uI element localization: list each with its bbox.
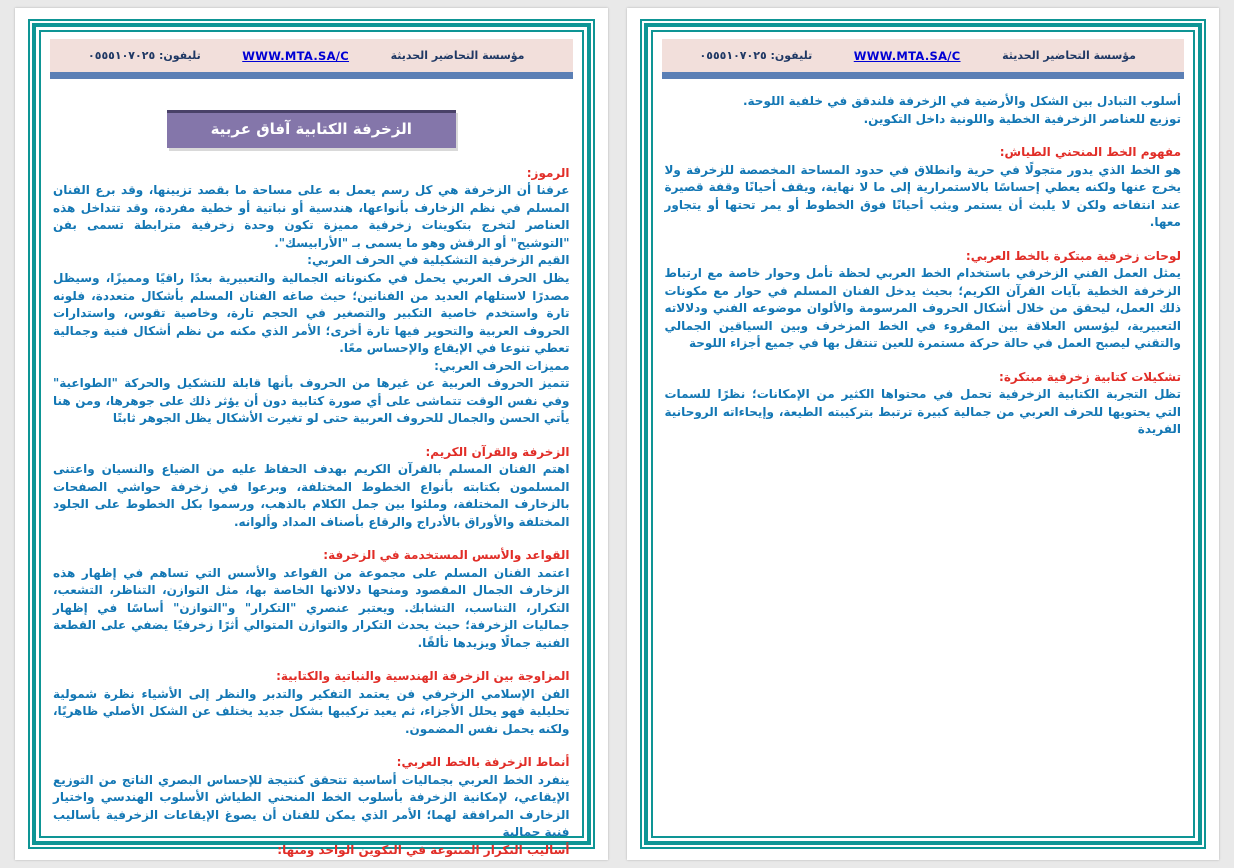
paragraph: ينفرد الخط العربي بجماليات أساسية تتحقق كنتيجة للإحساس البصري الناتج من التوزيع الإيقاعي، لإمكانية الزخرفة بأسلوب الخط المنحني الطياش الأسلوب الهندسي واختيار الزخارف المرافقة لهما؛ الأمر الذي يمكن للفنان أن يصوغ الإيقاعات الزخرفية بأساليب فنية جمالية <box>53 772 570 840</box>
page-border-inner <box>39 30 584 857</box>
section-heading: مميزات الحرف العربي: <box>434 358 570 373</box>
website-link[interactable]: WWW.MTA.SA/C <box>242 48 350 63</box>
paragraph: أسلوب التبادل بين الشكل والأرضية في الزخرفة فلندقق في خلفية اللوحة. <box>742 94 1181 108</box>
page-right <box>627 8 1220 860</box>
sections-container-left <box>53 165 570 860</box>
header-divider-bar <box>662 72 1185 79</box>
section-heading: القيم الزخرفية التشكيلية في الحرف العربي: <box>307 253 570 268</box>
paragraph: اعتمد الفنان المسلم على مجموعة من القواعد والأسس التي تساهم في إظهار هذه الزخارف الجمال المقصود ومنحها دلالاتها الخاصة بها، مثل التوازن، التناظر، التشعب، التكرار، التناسب، التشابك. ويعتبر عنصري "التكرار" و"التوازن" أساسًا في إظهار جماليات الزخرفة؛ حيث يحدث التكرار والتوازن المتوالي أثرًا زخرفيًا يضفي على القطعة الفنية جمالًا ويزيدها تألقًا. <box>53 565 570 650</box>
document-title: الزخرفة الكتابية آفاق عربية <box>167 110 456 148</box>
sections-container-right <box>665 93 1182 439</box>
page-border-inner <box>651 30 1196 838</box>
paragraph: تتميز الحروف العربية عن غيرها من الحروف بأنها قابلة للتشكيل والحركة "الطواعية" وفي نفس الوقت تتماشى على أي صورة كتابية دون أن يؤثر ذلك على جوهرها، ومن هنا يأتي الحسن والجمال للحروف العربية حتى لو تغيرت الأشكال يظل الجوهر ثابتًا <box>53 376 570 426</box>
section-heading: أساليب التكرار المتنوعة في التكوين الواحد ومنها: <box>277 842 570 857</box>
paragraph: الفن الإسلامي الزخرفي فن يعتمد التفكير والتدبر والنظر إلى الأشياء نظرة شمولية تحليلية فهو يحلل الأجزاء، ثم يعيد تركيبها بشكل جديد يختلف عن الشكل الأصلي ظاهريًا، ولكنه يحمل نفس المضمون. <box>53 686 570 736</box>
page-header <box>50 39 573 72</box>
paragraph: هو الخط الذي يدور متجولًا في حرية وانطلاق في حدود المساحة المخصصة للزخرفة ولا يخرج عنها ولكنه يعطي إحساسًا بالاستمرارية إلى ما لا نهاية، ويقف أحيانًا وقفة قصيرة عند انتفاخه ولكن لا يلبث أن يستمر ويثب أحيانًا فوق الخطوط أو يمر تحتها أو يتجاور معها. <box>664 162 1181 230</box>
phone-label: تليفون: ٠٥٥٥١٠٧٠٢٥ <box>699 49 813 62</box>
page-header <box>662 39 1185 72</box>
paragraph: يظل الحرف العربي يحمل في مكنوناته الجمالية والتعبيرية بعدًا راقيًا ومميزًا، وسيظل مصدرًا لاستلهام العديد من الفنانين؛ حيث صاغه الفنان المسلم بأشكال متعددة، فلونه تارة واستخدم خاصية التكبير والتصغير في الحجم تارة، وخاصية تقوس، واستدارات الحروف العربية والتحوير فيها تارة أخرى؛ الأمر الذي مكنه من نظم أشكال فنية وجمالية تعطي تنوعا في الإيقاع والإحساس معًا. <box>53 270 570 356</box>
page-border-outer <box>28 19 595 857</box>
section-heading: المزاوجة بين الزخرفة الهندسية والنباتية والكتابية: <box>276 669 570 684</box>
paragraph: يمثل العمل الفني الزخرفي باستخدام الخط العربي لحظة تأمل وحوار خاصة مع ارتباط الزخرفة الخطية بآيات القرآن الكريم؛ بحيث يدخل الفنان المسلم في حوار مع مكونات ذلك العمل، ليحقق من خلال أشكال الحروف المرسومة والألوان موضوعه الفني ودلالاته التعبيرية، ليؤسس العلاقة بين المقروء في الخط المزخرف وبين السياقين الجمالي والتقني ليصبح العمل في حالة حركة مستمرة للعين تنتقل بها في جميع أجزاء اللوحة <box>664 266 1181 351</box>
section-heading: الرموز: <box>526 165 570 180</box>
section-heading: الزخرفة والقرآن الكريم: <box>425 444 570 459</box>
header-divider-bar <box>50 72 573 79</box>
paragraph: اهتم الفنان المسلم بالقرآن الكريم بهدف الحفاظ عليه من الضياع والنسيان واعتنى المسلمون بكتابته بأنواع الخطوط المختلفة، وبرعوا في زخرفة حواشي الصفحات بالزخارف المختلفة، وملئوا بين جمل الكلام بالذهب، ورسموا بكل الخطوط على الجلود المختلفة والأوراق بالأدراج والرقاع بأصناف المداد وألوانه. <box>53 462 570 529</box>
org-name: مؤسسة التحاضير الحديثة <box>390 49 525 62</box>
phone-label: تليفون: ٠٥٥٥١٠٧٠٢٥ <box>88 49 201 62</box>
paragraph: توزيع للعناصر الزخرفية الخطية واللونية داخل التكوين. <box>863 111 1181 126</box>
page-border-middle <box>32 23 591 857</box>
page-content-right <box>662 79 1185 439</box>
section-heading: تشكيلات كتابية زخرفية مبتكرة: <box>999 369 1181 384</box>
org-name: مؤسسة التحاضير الحديثة <box>1002 49 1136 62</box>
section-heading: مفهوم الخط المنحني الطياش: <box>999 145 1181 160</box>
page-border-middle <box>644 23 1203 845</box>
page-border-outer <box>640 19 1207 849</box>
section-heading: القواعد والأسس المستخدمة في الزخرفة: <box>323 548 570 563</box>
paragraph: تظل التجربة الكتابية الزخرفية تحمل في محتواها الكثير من الإمكانات؛ نظرًا للسمات التي يحتويها للحرف العربي من جمالية كبيرة ترتبط بتركيبته الطيعة، وإيحاءاته الروحانية الفريدة <box>664 387 1181 437</box>
page-left <box>15 8 608 860</box>
section-heading: لوحات زخرفية مبتكرة بالخط العربي: <box>965 248 1181 263</box>
section-heading: أنماط الزخرفة بالخط العربي: <box>396 755 570 770</box>
page-content-left <box>50 79 573 859</box>
website-link[interactable]: WWW.MTA.SA/C <box>853 48 961 63</box>
paragraph: عرفنا أن الزخرفة هي كل رسم يعمل به على مساحة ما بقصد تزيينها، وقد برع الفنان المسلم في نظم الزخارف بأنواعها، هندسية أو نباتية أو خطية مفردة، وقد تتداخل هذه العناصر لتخرج بتكوينات زخرفية مميزة تكون وحدة زخرفية مترابطة تسمى بفن "التوشيح" أو الرقش وهو ما يسمى بـ "الأرابيسك". <box>53 183 570 250</box>
